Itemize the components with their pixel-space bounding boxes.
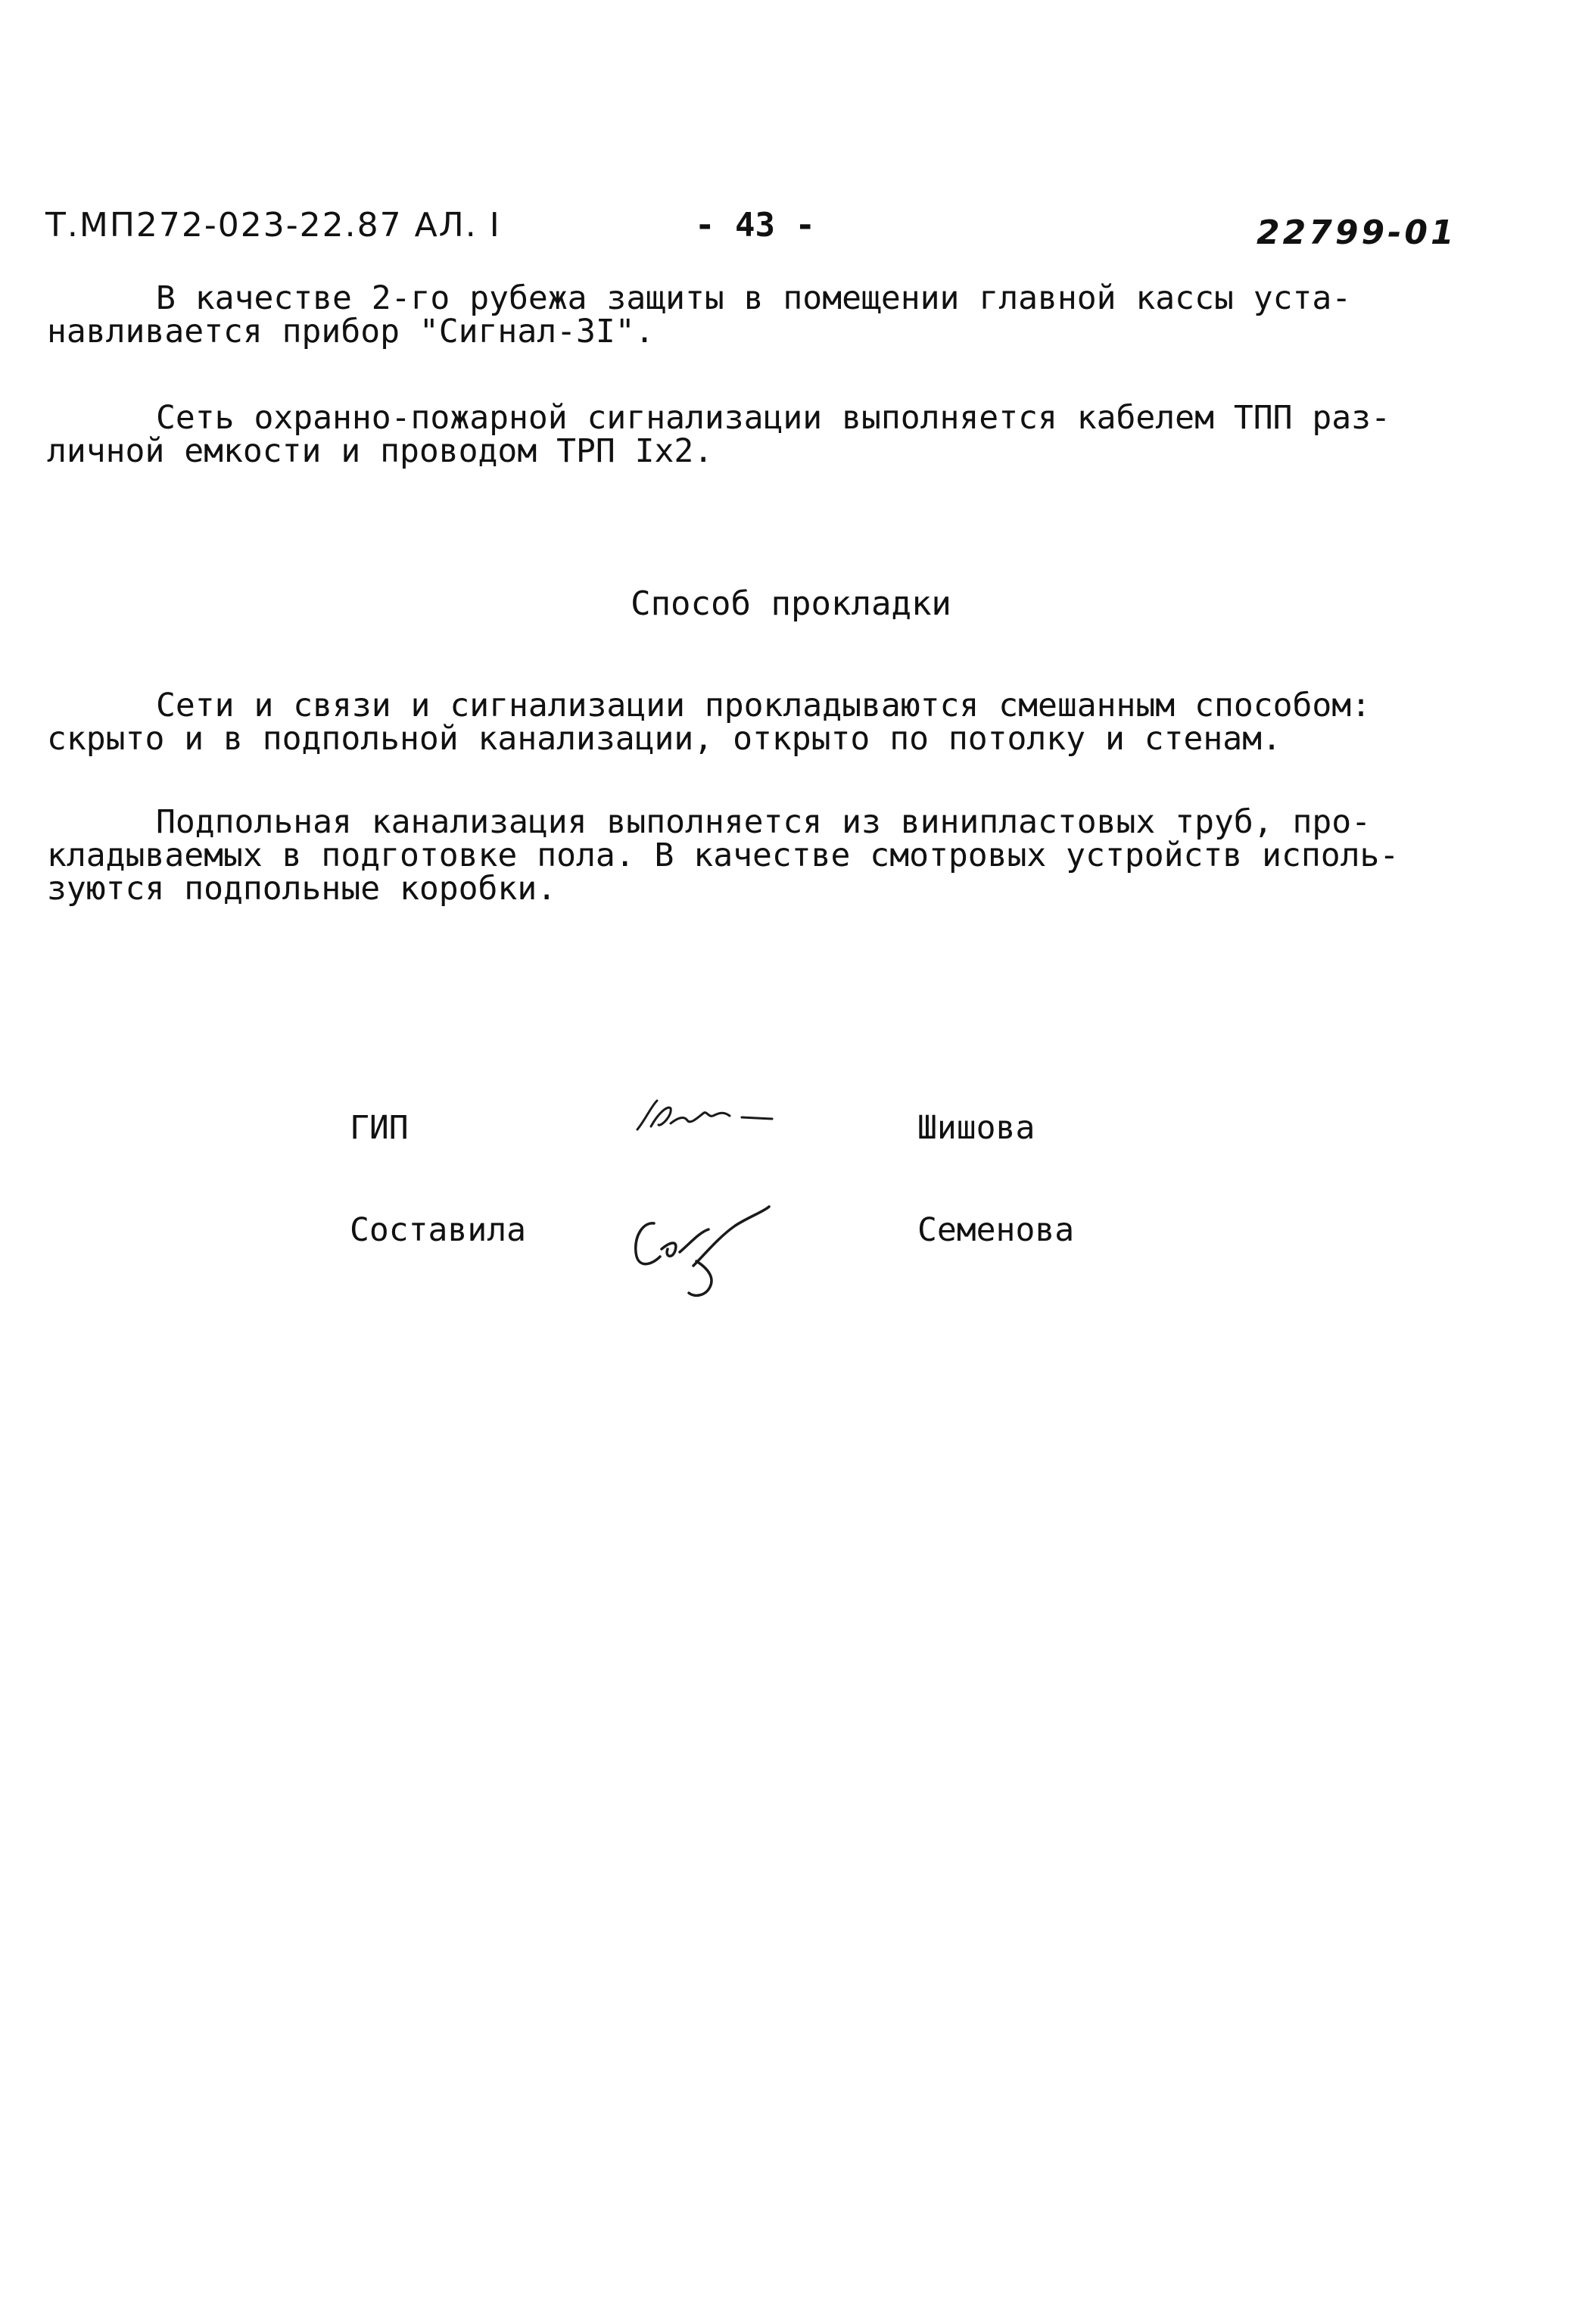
text-line: Сеть охранно-пожарной сигнализации выполняется кабелем ТПП раз- <box>156 399 1390 437</box>
section-heading: Способ прокладки <box>631 584 951 623</box>
text-line: навливается прибор "Сигнал-3I". <box>47 313 655 350</box>
page-number: - 43 - <box>695 206 815 245</box>
paragraph-alarm-network <box>47 401 1531 468</box>
paragraph-underfloor-channel <box>47 803 1531 908</box>
signature-role-chief-engineer: ГИП <box>350 1109 409 1147</box>
text-line: личной емкости и проводом ТРП Iх2. <box>47 432 714 470</box>
signature-role-compiler: Составила <box>350 1211 526 1249</box>
handwritten-signature-chief-engineer <box>628 1090 825 1151</box>
text-line: Сети и связи и сигнализации прокладываются смешанным способом: <box>156 687 1372 724</box>
signature-name-chief-engineer: Шишова <box>917 1109 1035 1147</box>
text-line: скрыто и в подпольной канализации, открыто по потолку и стенам. <box>47 720 1281 758</box>
text-line: В качестве 2-го рубежа защиты в помещении главной кассы уста- <box>156 279 1352 317</box>
signature-name-compiler: Семенова <box>917 1211 1075 1249</box>
text-line: Подпольная канализация выполняется из винипластовых труб, про- <box>156 803 1372 841</box>
paragraph-laying-method <box>47 687 1531 758</box>
document-code: Т.МП272-023-22.87 АЛ. I <box>45 206 501 245</box>
text-line: зуются подпольные коробки. <box>47 870 557 908</box>
handwritten-signature-compiler <box>621 1196 802 1317</box>
inventory-number: 22799-01 <box>1257 213 1457 252</box>
text-line: кладываемых в подготовке пола. В качестве смотровых устройств исполь- <box>47 836 1400 874</box>
paragraph-protection-device <box>47 279 1531 350</box>
